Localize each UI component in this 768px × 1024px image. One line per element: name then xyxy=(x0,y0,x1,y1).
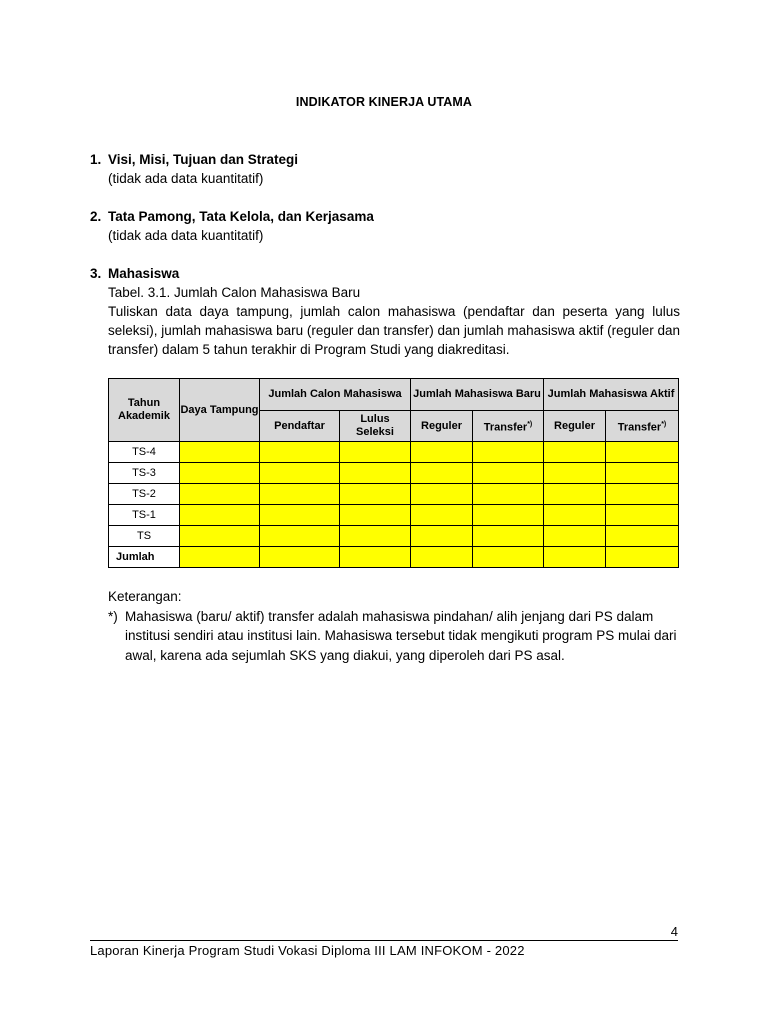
data-entry-cell[interactable] xyxy=(180,505,260,526)
header-reguler-aktif: Reguler xyxy=(544,411,606,442)
footnote-marker: *) xyxy=(661,420,667,428)
header-daya-tampung: Daya Tampung xyxy=(180,379,260,442)
data-entry-cell[interactable] xyxy=(544,547,606,568)
section-number: 3. xyxy=(90,266,102,281)
notes xyxy=(108,587,680,665)
data-entry-cell[interactable] xyxy=(411,505,473,526)
note-item xyxy=(108,607,680,666)
data-entry-cell[interactable] xyxy=(340,505,411,526)
section-note: (tidak ada data kuantitatif) xyxy=(108,171,264,186)
row-label: TS-2 xyxy=(109,484,180,505)
data-entry-cell[interactable] xyxy=(260,463,340,484)
data-entry-cell[interactable] xyxy=(606,526,679,547)
data-entry-cell[interactable] xyxy=(260,442,340,463)
section-title: Mahasiswa xyxy=(108,266,180,281)
notes-label: Keterangan: xyxy=(108,589,182,604)
table-row xyxy=(109,526,679,547)
data-entry-cell[interactable] xyxy=(473,505,544,526)
data-entry-cell[interactable] xyxy=(180,547,260,568)
data-entry-cell[interactable] xyxy=(411,463,473,484)
data-entry-cell[interactable] xyxy=(180,484,260,505)
footer-text: Laporan Kinerja Program Studi Vokasi Diploma III LAM INFOKOM - 2022 xyxy=(90,943,525,958)
table-total-row xyxy=(109,547,679,568)
table-row xyxy=(109,463,679,484)
student-admission-table xyxy=(108,378,679,568)
data-entry-cell[interactable] xyxy=(544,526,606,547)
row-label: Jumlah xyxy=(109,547,180,568)
data-entry-cell[interactable] xyxy=(544,484,606,505)
header-transfer-label: Transfer xyxy=(483,421,528,434)
data-entry-cell[interactable] xyxy=(473,442,544,463)
header-reguler-baru: Reguler xyxy=(411,411,473,442)
data-entry-cell[interactable] xyxy=(260,484,340,505)
data-entry-cell[interactable] xyxy=(411,547,473,568)
page-title: INDIKATOR KINERJA UTAMA xyxy=(295,95,473,109)
header-transfer-baru xyxy=(473,411,544,442)
data-entry-cell[interactable] xyxy=(606,484,679,505)
data-entry-cell[interactable] xyxy=(340,442,411,463)
header-mahasiswa-aktif: Jumlah Mahasiswa Aktif xyxy=(544,379,679,411)
data-entry-cell[interactable] xyxy=(340,463,411,484)
footnote-marker: *) xyxy=(527,420,533,428)
data-entry-cell[interactable] xyxy=(340,484,411,505)
data-entry-cell[interactable] xyxy=(180,442,260,463)
table-caption: Tabel. 3.1. Jumlah Calon Mahasiswa Baru xyxy=(108,285,361,300)
header-lulus-seleksi: Lulus Seleksi xyxy=(340,411,411,442)
section-number: 1. xyxy=(90,152,102,167)
data-entry-cell[interactable] xyxy=(473,547,544,568)
data-entry-cell[interactable] xyxy=(411,442,473,463)
data-entry-cell[interactable] xyxy=(606,463,679,484)
data-entry-cell[interactable] xyxy=(473,463,544,484)
section-1 xyxy=(90,150,680,188)
section-3 xyxy=(90,264,680,359)
row-label: TS xyxy=(109,526,180,547)
row-label: TS-1 xyxy=(109,505,180,526)
data-entry-cell[interactable] xyxy=(411,526,473,547)
data-entry-cell[interactable] xyxy=(606,547,679,568)
data-entry-cell[interactable] xyxy=(473,484,544,505)
data-entry-cell[interactable] xyxy=(606,442,679,463)
header-tahun-akademik: Tahun Akademik xyxy=(109,379,180,442)
data-entry-cell[interactable] xyxy=(260,526,340,547)
data-entry-cell[interactable] xyxy=(544,463,606,484)
footer-divider xyxy=(90,940,678,941)
section-title: Tata Pamong, Tata Kelola, dan Kerjasama xyxy=(108,209,374,224)
header-calon-mahasiswa: Jumlah Calon Mahasiswa xyxy=(260,379,411,411)
data-entry-cell[interactable] xyxy=(411,484,473,505)
section-2 xyxy=(90,207,680,245)
row-label: TS-3 xyxy=(109,463,180,484)
data-entry-cell[interactable] xyxy=(544,442,606,463)
data-entry-cell[interactable] xyxy=(606,505,679,526)
table-row xyxy=(109,505,679,526)
data-entry-cell[interactable] xyxy=(180,526,260,547)
section-title: Visi, Misi, Tujuan dan Strategi xyxy=(108,152,299,167)
table-row xyxy=(109,442,679,463)
data-entry-cell[interactable] xyxy=(260,505,340,526)
header-transfer-label: Transfer xyxy=(617,421,662,434)
section-note: (tidak ada data kuantitatif) xyxy=(108,228,264,243)
row-label: TS-4 xyxy=(109,442,180,463)
note-text: Mahasiswa (baru/ aktif) transfer adalah mahasiswa pindahan/ alih jenjang dari PS dalam institusi sendiri atau institusi lain. Mahasiswa tersebut tidak mengikuti program PS mulai dari awal, karena ada sejumlah SKS yang diakui, yang diperoleh dari PS asal. xyxy=(125,608,677,663)
data-entry-cell[interactable] xyxy=(260,547,340,568)
header-mahasiswa-baru: Jumlah Mahasiswa Baru xyxy=(411,379,544,411)
data-entry-cell[interactable] xyxy=(473,526,544,547)
table-row xyxy=(109,484,679,505)
data-entry-cell[interactable] xyxy=(340,547,411,568)
header-pendaftar: Pendaftar xyxy=(260,411,340,442)
data-entry-cell[interactable] xyxy=(544,505,606,526)
note-marker: *) xyxy=(108,608,118,624)
page-number: 4 xyxy=(670,924,678,939)
header-transfer-aktif xyxy=(606,411,679,442)
section-description: Tuliskan data daya tampung, jumlah calon mahasiswa (pendaftar dan peserta yang lulus seleksi), jumlah mahasiswa baru (reguler dan transfer) dan jumlah mahasiswa aktif (reguler dan transfer) dalam 5 tahun terakhir di Program Studi yang diakreditasi. xyxy=(108,304,680,357)
data-entry-cell[interactable] xyxy=(180,463,260,484)
section-number: 2. xyxy=(90,209,102,224)
data-entry-cell[interactable] xyxy=(340,526,411,547)
